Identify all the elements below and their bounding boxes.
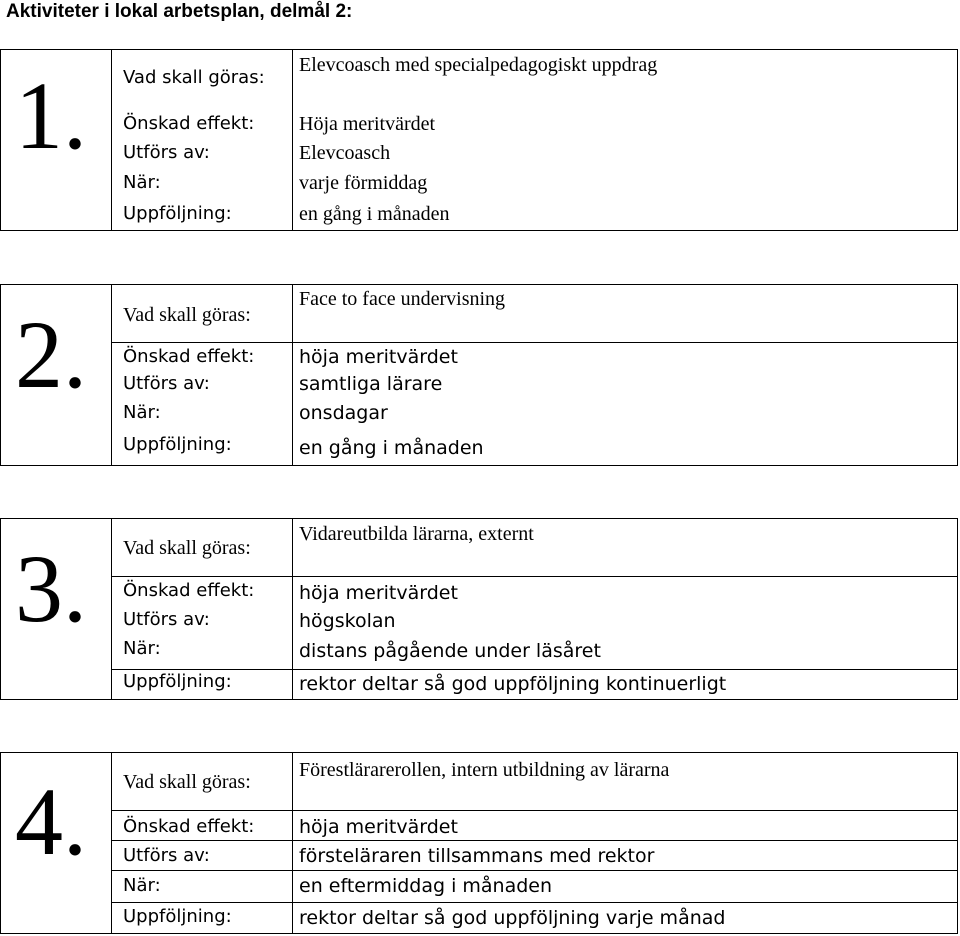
label-followup: Uppföljning: [123, 671, 232, 692]
row-effect [111, 103, 957, 141]
label-when: När: [123, 875, 161, 896]
label-followup: Uppföljning: [123, 203, 232, 224]
value-by: samtliga lärare [299, 373, 443, 395]
row-what [111, 50, 957, 103]
value-followup: rektor deltar så god uppföljning kontinuerligt [299, 673, 727, 695]
row-what [111, 753, 957, 810]
row-by [111, 372, 957, 402]
row-followup [111, 902, 957, 935]
value-what: Elevcoasch med specialpedagogiskt uppdrag [299, 54, 658, 76]
label-effect: Önskad effekt: [123, 346, 255, 367]
activity-number: 3. [15, 535, 87, 642]
label-followup: Uppföljning: [123, 434, 232, 455]
activity-block-4 [0, 752, 958, 934]
value-by: Elevcoasch [299, 142, 391, 164]
label-what: Vad skall göras: [123, 771, 251, 793]
value-effect: höja meritvärdet [299, 816, 458, 838]
activity-block-1 [0, 49, 958, 231]
label-when: När: [123, 402, 161, 423]
row-effect [111, 342, 957, 373]
row-what [111, 285, 957, 342]
row-when [111, 402, 957, 432]
label-when: När: [123, 638, 161, 659]
activity-block-2 [0, 284, 958, 466]
row-by [111, 840, 957, 871]
row-followup [111, 432, 957, 466]
row-effect [111, 810, 957, 841]
label-by: Utförs av: [123, 845, 210, 866]
row-followup [111, 201, 957, 231]
value-followup: en gång i månaden [299, 437, 484, 459]
activity-number: 4. [15, 768, 87, 875]
page-title: Aktiviteter i lokal arbetsplan, delmål 2: [6, 1, 353, 22]
value-what: Vidareutbilda lärarna, externt [299, 523, 534, 545]
label-by: Utförs av: [123, 609, 210, 630]
value-what: Förestlärarerollen, intern utbildning av lärarna [299, 759, 670, 781]
value-followup: rektor deltar så god uppföljning varje månad [299, 907, 726, 929]
row-followup [111, 669, 957, 701]
label-by: Utförs av: [123, 142, 210, 163]
row-when [111, 171, 957, 201]
label-effect: Önskad effekt: [123, 816, 255, 837]
row-by [111, 141, 957, 171]
label-by: Utförs av: [123, 373, 210, 394]
label-what: Vad skall göras: [123, 67, 265, 88]
value-by: förstelä​raren tillsammans med rektor [299, 845, 655, 867]
value-when: distans pågående under läsåret [299, 640, 601, 662]
row-what [111, 519, 957, 576]
label-effect: Önskad effekt: [123, 113, 255, 134]
label-what: Vad skall göras: [123, 304, 251, 326]
row-effect [111, 576, 957, 607]
value-when: en eftermiddag i månaden [299, 875, 553, 897]
row-when [111, 870, 957, 901]
value-effect: höja meritvärdet [299, 582, 458, 604]
value-followup: en gång i månaden [299, 203, 450, 225]
value-what: Face to face undervisning [299, 288, 506, 310]
label-effect: Önskad effekt: [123, 580, 255, 601]
row-when [111, 636, 957, 666]
value-effect: Höja meritvärdet [299, 113, 436, 135]
label-when: När: [123, 172, 161, 193]
row-by [111, 606, 957, 636]
value-effect: höja meritvärdet [299, 346, 458, 368]
activity-number: 1. [15, 62, 87, 169]
activity-number: 2. [15, 301, 87, 408]
label-followup: Uppföljning: [123, 906, 232, 927]
label-what: Vad skall göras: [123, 537, 251, 559]
value-when: onsdagar [299, 402, 388, 424]
value-by: högskolan [299, 610, 396, 632]
value-when: varje förmiddag [299, 172, 428, 194]
activity-block-3 [0, 518, 958, 700]
